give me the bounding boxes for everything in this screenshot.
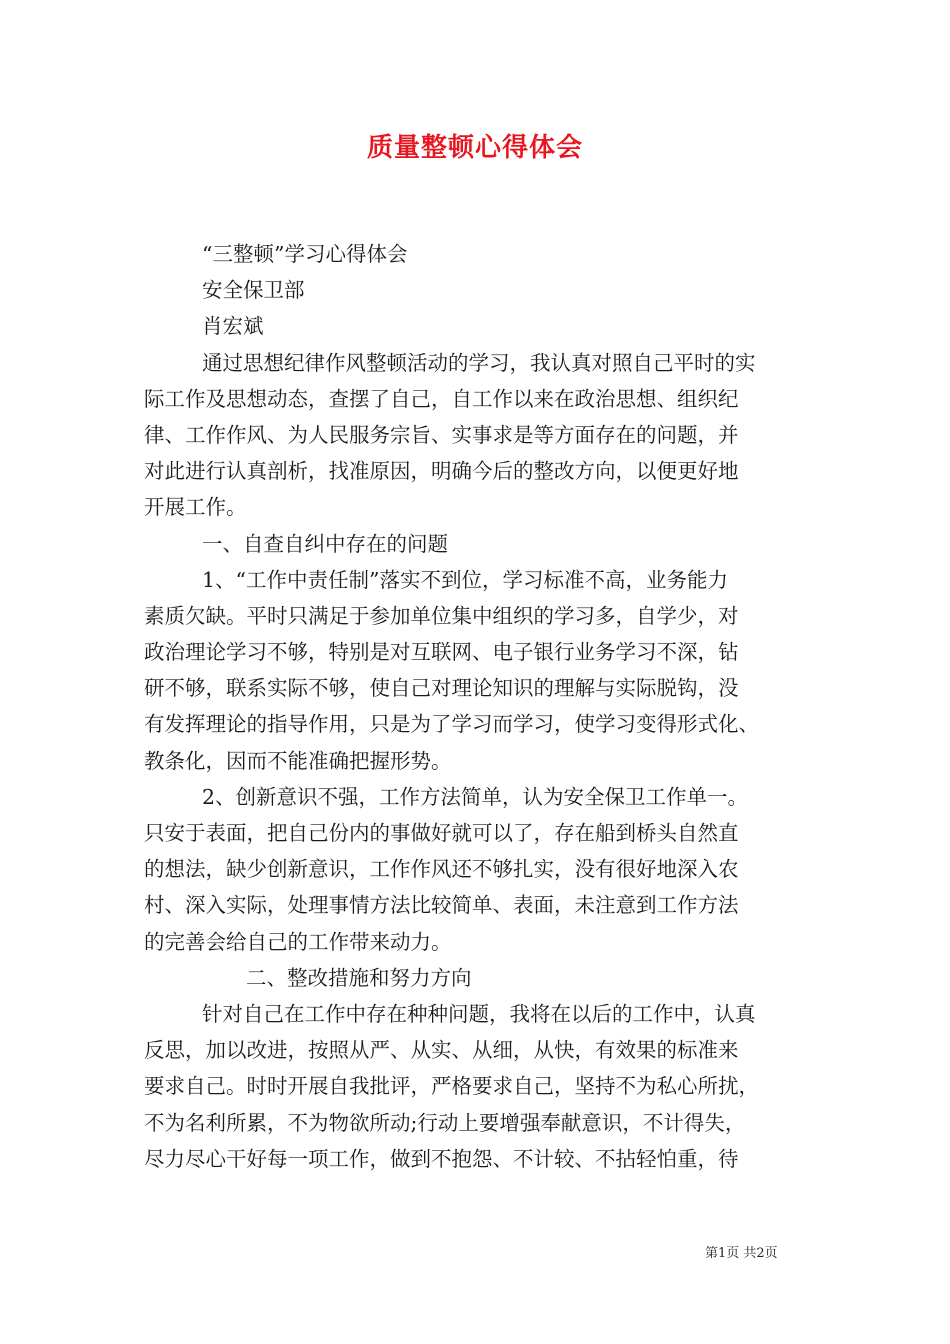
document-title: 质量整顿心得体会 bbox=[366, 133, 583, 163]
paragraph-line: 不为名利所累，不为物欲所动;行动上要增强奉献意识，不计得失， bbox=[144, 1110, 746, 1135]
paragraph-line: 素质欠缺。平时只满足于参加单位集中组织的学习多，自学少，对 bbox=[144, 603, 739, 628]
paragraph-line: 村、深入实际，处理事情方法比较简单、表面，未注意到工作方法 bbox=[144, 893, 739, 918]
paragraph-line: 1、“工作中责任制”落实不到位，学习标准不高，业务能力 bbox=[202, 567, 729, 592]
paragraph-line: 的想法，缺少创新意识，工作作风还不够扎实，没有很好地深入农 bbox=[144, 857, 739, 882]
paragraph-line: 研不够，联系实际不够，使自己对理论知识的理解与实际脱钩，没 bbox=[144, 676, 739, 701]
section-heading: 一、自查自纠中存在的问题 bbox=[202, 531, 448, 556]
section-heading: 二、整改措施和努力方向 bbox=[246, 965, 472, 990]
paragraph-line: 际工作及思想动态，查摆了自己，自工作以来在政治思想、组织纪 bbox=[144, 386, 739, 411]
paragraph-line: 教条化，因而不能准确把握形势。 bbox=[144, 748, 452, 773]
document-body bbox=[144, 236, 808, 1177]
paragraph-line: 律、工作作风、为人民服务宗旨、实事求是等方面存在的问题，并 bbox=[144, 422, 739, 447]
paragraph-line: 通过思想纪律作风整顿活动的学习，我认真对照自己平时的实 bbox=[202, 350, 756, 375]
paragraph-line: 对此进行认真剖析，找准原因，明确今后的整改方向，以便更好地 bbox=[144, 459, 739, 484]
author-line: 肖宏斌 bbox=[202, 314, 264, 339]
page-number: 第1页 共2页 bbox=[705, 1246, 778, 1261]
paragraph-line: 尽力尽心干好每一项工作，做到不抱怨、不计较、不拈轻怕重，待 bbox=[144, 1146, 739, 1171]
paragraph-line: 针对自己在工作中存在种种问题，我将在以后的工作中，认真 bbox=[202, 1001, 756, 1026]
paragraph-line: 的完善会给自己的工作带来动力。 bbox=[144, 929, 452, 954]
subtitle-line: “三整顿”学习心得体会 bbox=[202, 242, 408, 266]
paragraph-line: 2、创新意识不强，工作方法简单，认为安全保卫工作单一。 bbox=[202, 784, 749, 809]
paragraph-line: 开展工作。 bbox=[144, 495, 247, 520]
paragraph-line: 反思，加以改进，按照从严、从实、从细，从快，有效果的标准来 bbox=[144, 1038, 739, 1063]
paragraph-line: 只安于表面，把自己份内的事做好就可以了，存在船到桥头自然直 bbox=[144, 821, 739, 845]
paragraph-line: 有发挥理论的指导作用，只是为了学习而学习，使学习变得形式化、 bbox=[144, 712, 759, 737]
paragraph-line: 政治理论学习不够，特别是对互联网、电子银行业务学习不深，钻 bbox=[144, 640, 739, 665]
paragraph-line: 要求自己。时时开展自我批评，严格要求自己，坚持不为私心所扰， bbox=[144, 1074, 759, 1099]
department-line: 安全保卫部 bbox=[202, 278, 305, 303]
